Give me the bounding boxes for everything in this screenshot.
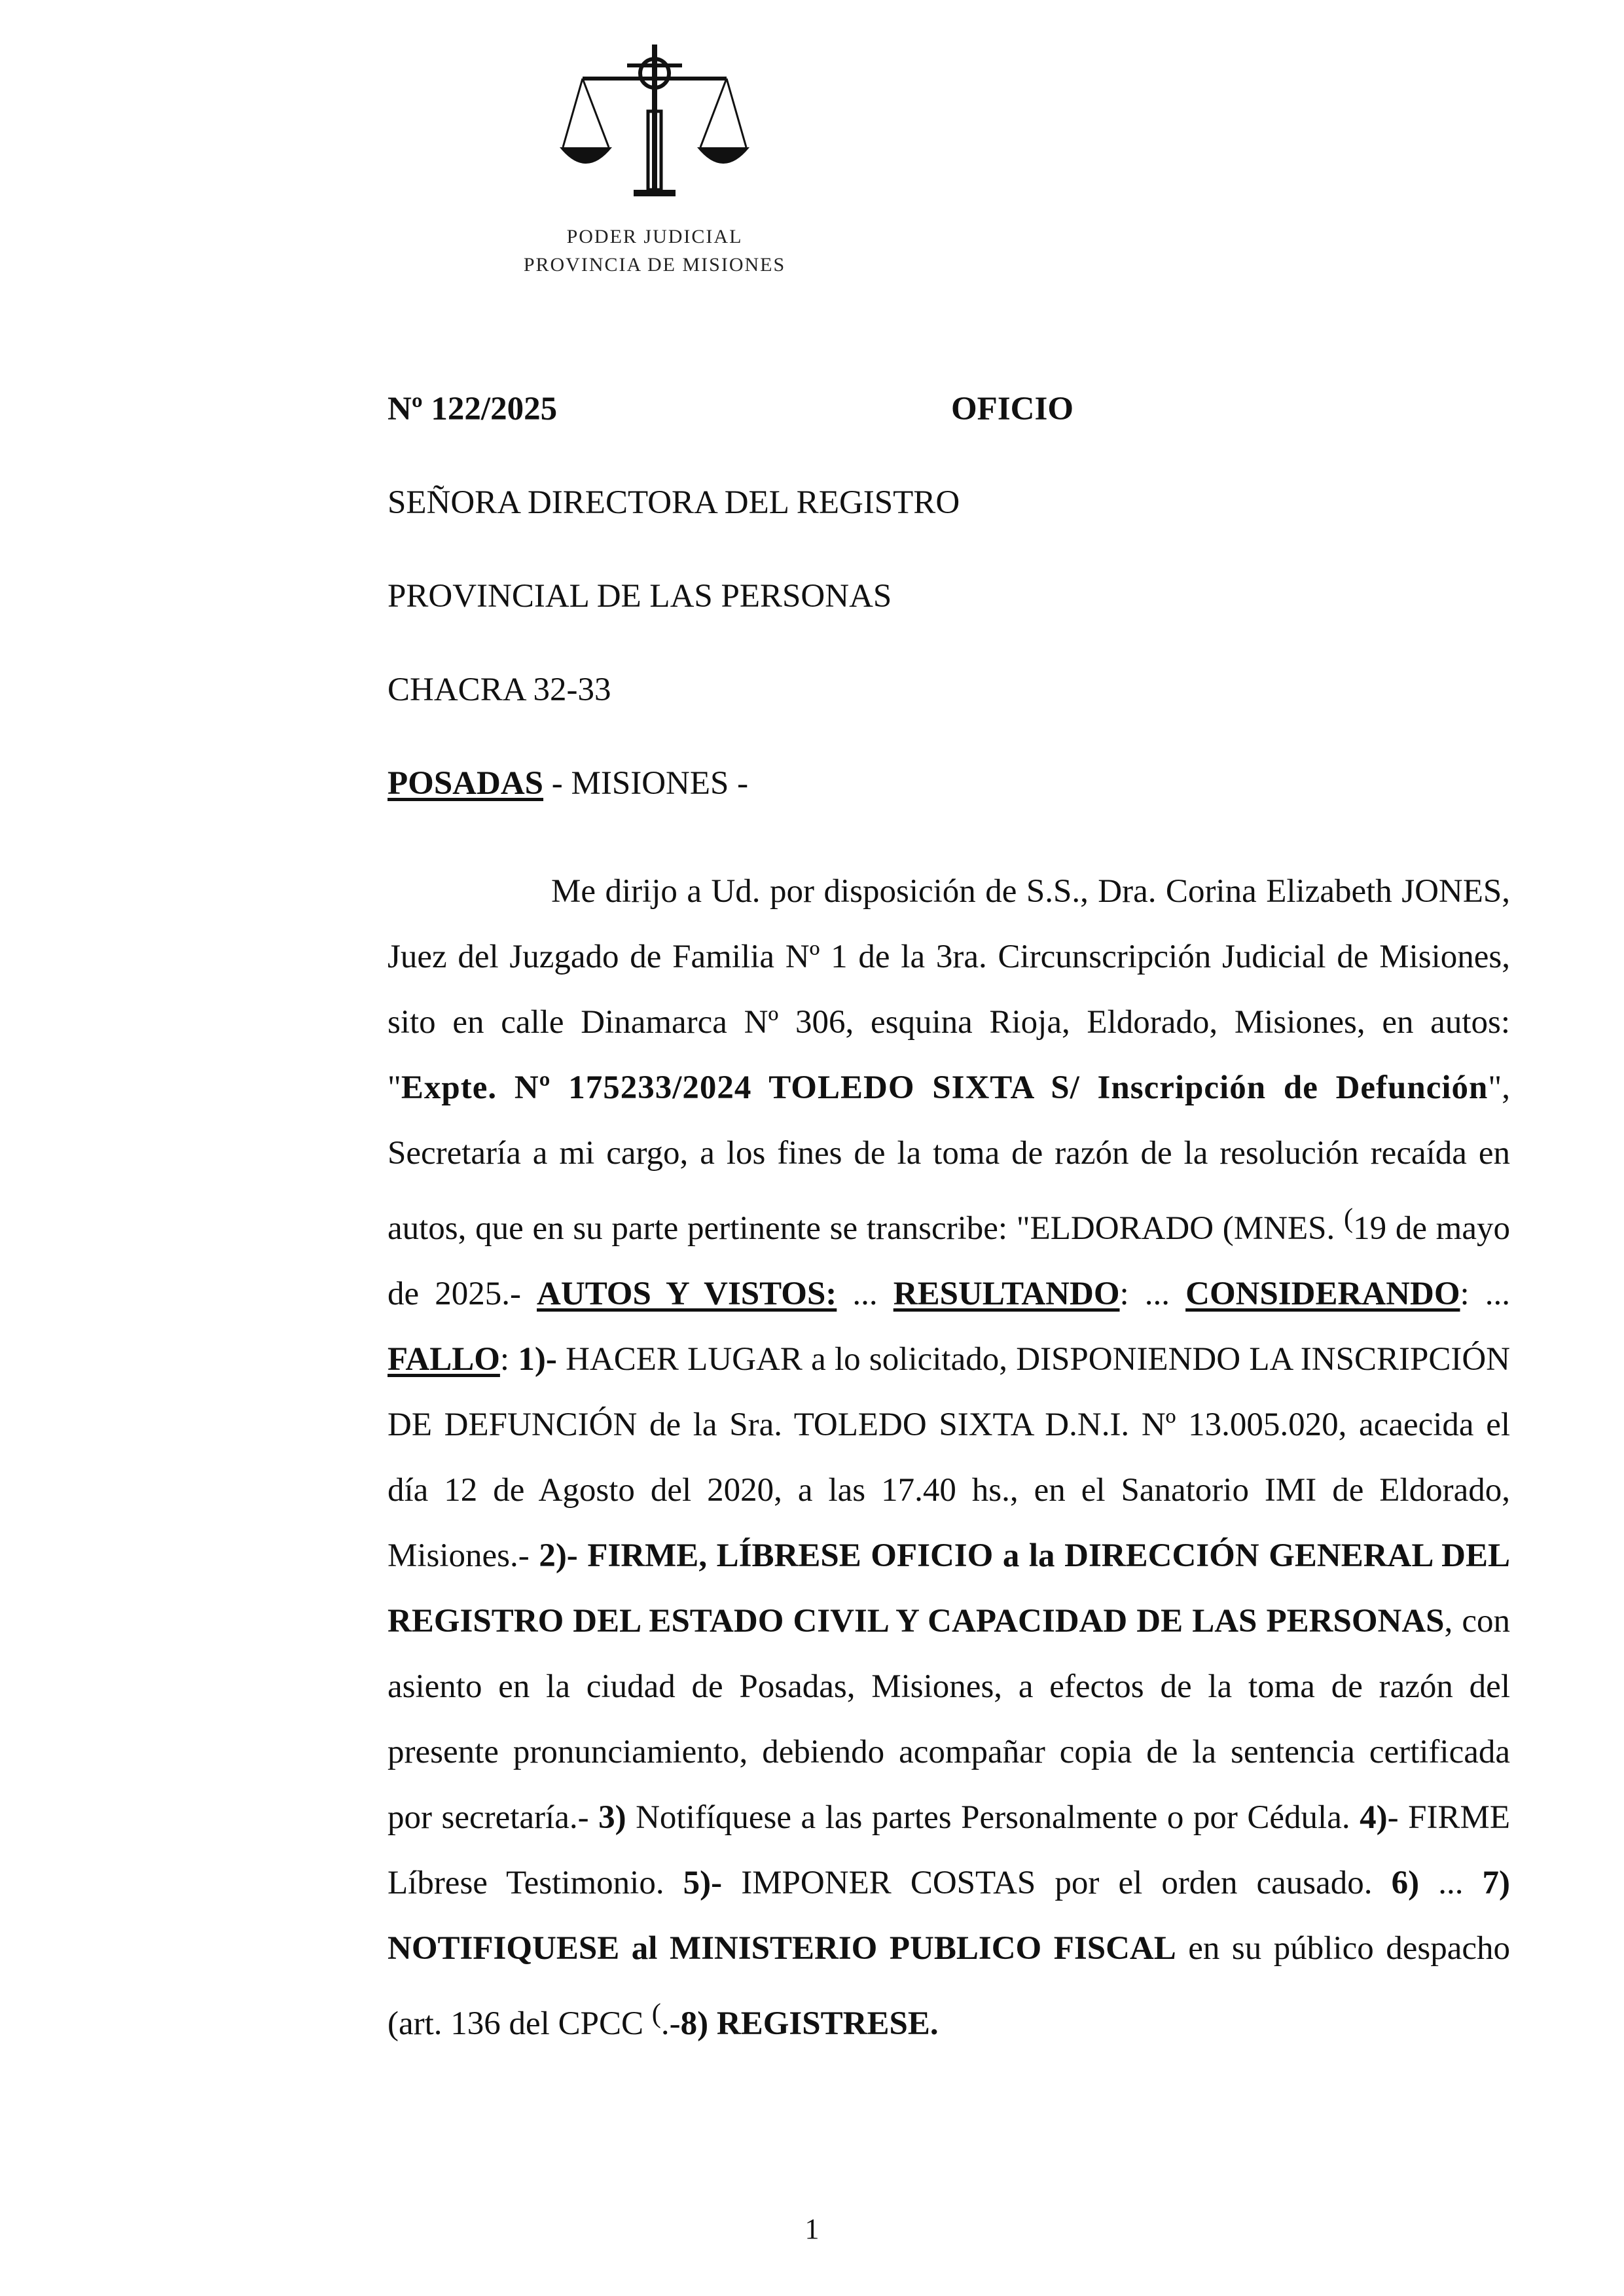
scales-of-justice-icon bbox=[556, 39, 753, 236]
judicial-seal bbox=[511, 39, 799, 288]
body-text: , con asiento en la ciudad de Posadas, Misiones, a efectos de la toma de razón del presente pronunciamiento, debiendo acompañar copia de la sentencia certificada por secretaría.- bbox=[388, 1603, 1510, 1836]
addressee-province: - MISIONES - bbox=[543, 765, 749, 802]
document-type-title: OFICIO bbox=[951, 391, 1074, 427]
body-paragraph bbox=[388, 859, 1510, 2056]
body-text: - FIRME Líbrese Testimonio. bbox=[388, 1799, 1510, 1901]
body-text: ( bbox=[1343, 1203, 1354, 1234]
fallo-heading: FALLO bbox=[388, 1341, 500, 1378]
oficio-number: Nº 122/2025 bbox=[388, 391, 558, 427]
body-text: Notifíquese a las partes Personalmente o por Cédula. bbox=[626, 1799, 1360, 1836]
item-number: 5)- bbox=[683, 1865, 723, 1901]
item-number: 4) bbox=[1360, 1799, 1388, 1836]
autos-heading: AUTOS Y VISTOS: bbox=[537, 1276, 837, 1312]
seal-text-line-1: PODER JUDICIAL bbox=[566, 226, 743, 247]
body-text: : ... bbox=[1460, 1276, 1511, 1312]
addressee-line-1: SEÑORA DIRECTORA DEL REGISTRO bbox=[388, 484, 960, 521]
resultando-heading: RESULTANDO bbox=[893, 1276, 1120, 1312]
considerando-heading: CONSIDERANDO bbox=[1185, 1276, 1460, 1312]
body-text: : ... bbox=[1119, 1276, 1186, 1312]
body-text: ... bbox=[1419, 1865, 1483, 1901]
item-heading: 8) REGISTRESE. bbox=[680, 2005, 939, 2042]
body-text: ... bbox=[837, 1276, 893, 1312]
item-number: 3) bbox=[598, 1799, 626, 1836]
item-heading: 7) NOTIFIQUESE al MINISTERIO PUBLICO FISCAL bbox=[388, 1865, 1511, 1967]
addressee-city-line bbox=[388, 764, 748, 803]
seal-text-line-2: PROVINCIA DE MISIONES bbox=[523, 254, 786, 276]
body-text: HACER LUGAR a lo solicitado, DISPONIENDO LA INSCRIPCIÓN DE DEFUNCIÓN de la Sra. TOLEDO SIXTA D.N.I. Nº 13.005.020, acaecida el día 12 de Agosto del 2020, a las 17.40 hs., en el Sanatorio IMI de Eldorado, Misiones.- bbox=[388, 1341, 1510, 1574]
body-text: .- bbox=[660, 2005, 681, 2042]
item-number: 1)- bbox=[518, 1341, 557, 1378]
case-reference: Expte. Nº 175233/2024 TOLEDO SIXTA S/ Inscripción de Defunción bbox=[401, 1069, 1489, 1106]
page-number: 1 bbox=[804, 2213, 820, 2245]
body-text: ( bbox=[651, 1998, 661, 2029]
addressee-line-3: CHACRA 32-33 bbox=[388, 672, 611, 708]
item-number: 6) bbox=[1391, 1865, 1420, 1901]
body-text: ", Secretaría a mi cargo, a los fines de la toma de razón de la resolución recaída en autos, que en su parte pertinente se transcribe: "ELDORADO (MNES. bbox=[388, 1069, 1510, 1247]
body-text: 19 de mayo de 2025.- bbox=[388, 1210, 1510, 1312]
body-text: en su público despacho (art. 136 del CPCC bbox=[388, 1930, 1510, 2042]
body-text: Me dirijo a Ud. por disposición de S.S., Dra. Corina Elizabeth JONES, Juez del Juzgado de Familia Nº 1 de la 3ra. Circunscripción Judicial de Misiones, sito en calle Dinamarca Nº 306, esquina Rioja, Eldorado, Misiones, en autos: " bbox=[388, 873, 1510, 1106]
body-text: : bbox=[499, 1341, 518, 1378]
item-heading: 2)- FIRME, LÍBRESE OFICIO a la DIRECCIÓN GENERAL DEL REGISTRO DEL ESTADO CIVIL Y CAPACIDAD DE LAS PERSONAS bbox=[388, 1537, 1511, 1640]
addressee-line-2: PROVINCIAL DE LAS PERSONAS bbox=[388, 578, 892, 615]
addressee-city: POSADAS bbox=[388, 765, 544, 802]
body-text: IMPONER COSTAS por el orden causado. bbox=[722, 1865, 1392, 1901]
